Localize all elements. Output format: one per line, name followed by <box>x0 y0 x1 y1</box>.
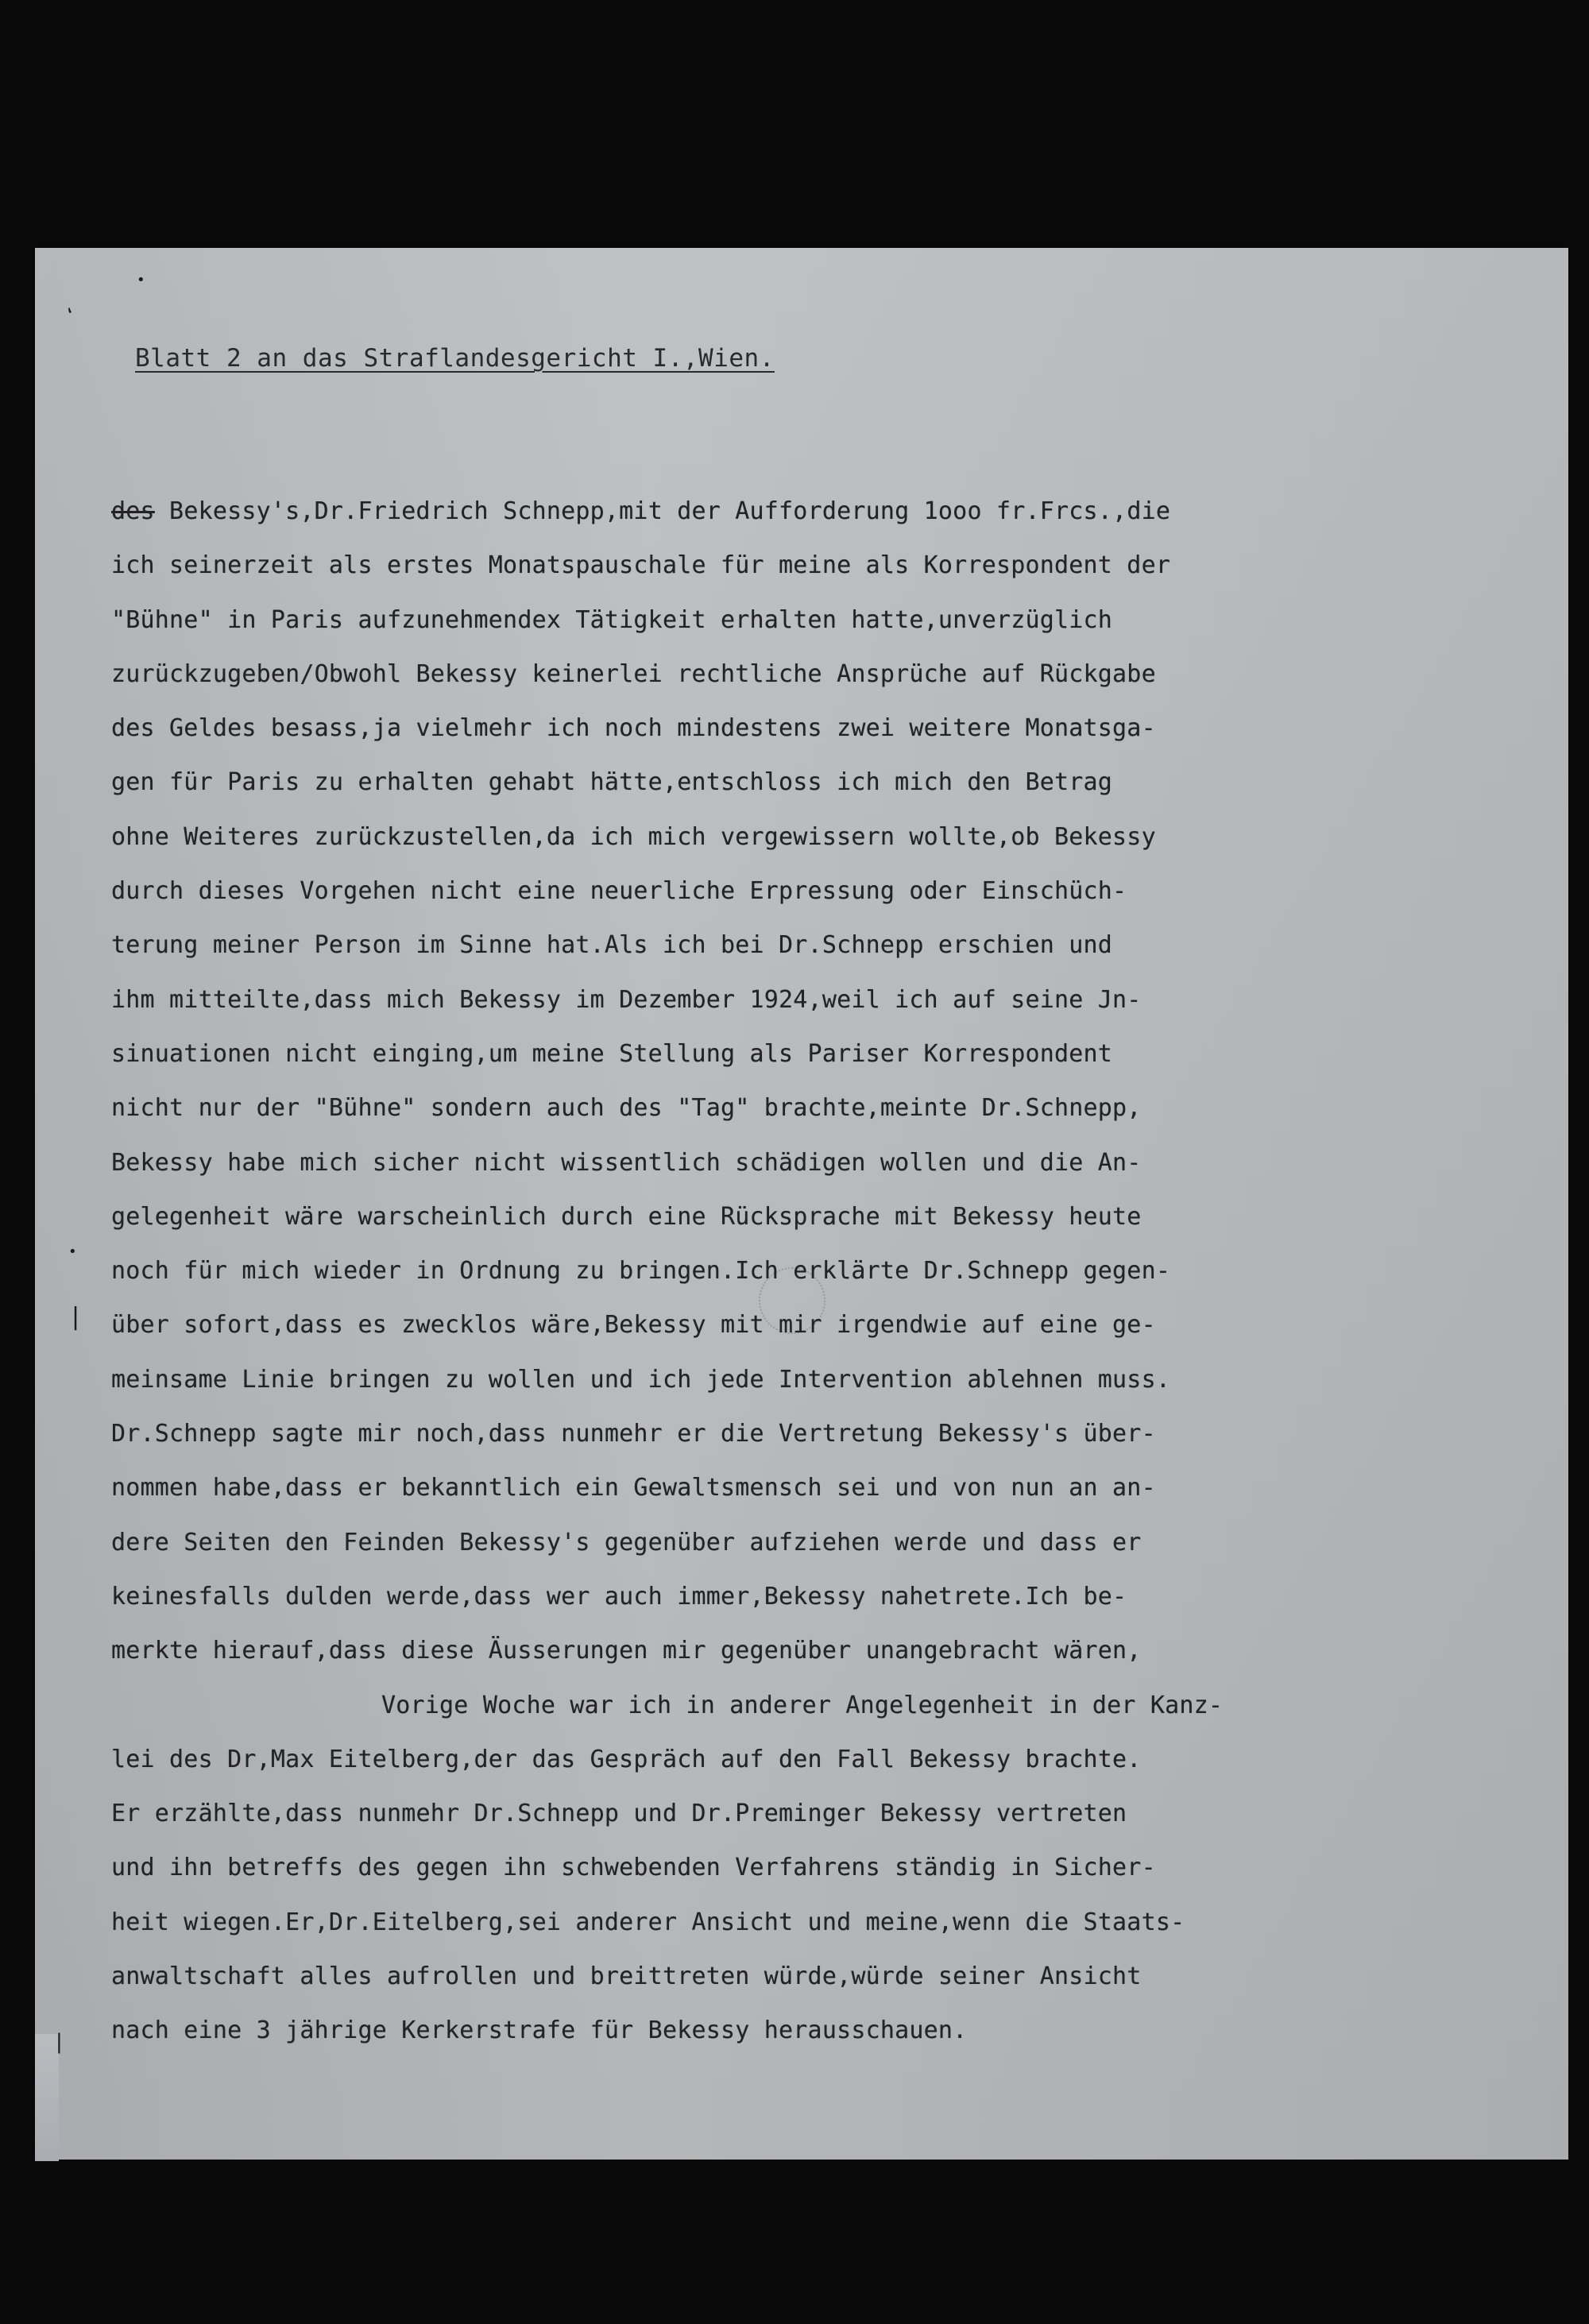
text-line: dere Seiten den Feinden Bekessy's gegenüber aufziehen werde und dass er <box>111 1528 1142 1556</box>
text-line: ich seinerzeit als erstes Monatspauschale für meine als Korrespondent der <box>111 551 1171 580</box>
text-line: sinuationen nicht einging,um meine Stellung als Pariser Korrespondent <box>111 1039 1113 1068</box>
text-line: und ihn betreffs des gegen ihn schwebenden Verfahrens ständig in Sicher- <box>111 1854 1156 1882</box>
text-line: nicht nur der "Bühne" sondern auch des "Tag" brachte,meinte Dr.Schnepp, <box>111 1094 1142 1123</box>
text-line-content: Bekessy's,Dr.Friedrich Schnepp,mit der Aufforderung 1ooo fr.Frcs.,die <box>154 497 1171 525</box>
text-line: gen für Paris zu erhalten gehabt hätte,entschloss ich mich den Betrag <box>111 768 1113 797</box>
text-line: keinesfalls dulden werde,dass wer auch immer,Bekessy nahetrete.Ich be- <box>111 1582 1127 1611</box>
text-line <box>111 485 1541 539</box>
margin-mark: • <box>137 272 145 288</box>
text-line: "Bühne" in Paris aufzunehmendex Tätigkeit erhalten hatte,unverzüglich <box>111 605 1113 634</box>
margin-mark: | <box>72 1303 80 1331</box>
text-line: ihm mitteilte,dass mich Bekessy im Dezember 1924,weil ich auf seine Jn- <box>111 985 1142 1014</box>
text-line: ohne Weiteres zurückzustellen,da ich mich vergewissern wollte,ob Bekessy <box>111 822 1156 851</box>
text-line: des Geldes besass,ja vielmehr ich noch mindestens zwei weitere Monatsga- <box>111 714 1156 743</box>
text-line: merkte hierauf,dass diese Äusserungen mir gegenüber unangebracht wären, <box>111 1637 1142 1665</box>
page-heading: Blatt 2 an das Straflandesgericht I.,Wien. <box>135 344 775 373</box>
text-line: terung meiner Person im Sinne hat.Als ich bei Dr.Schnepp erschien und <box>111 931 1113 960</box>
text-line: zurückzugeben/Obwohl Bekessy keinerlei rechtliche Ansprüche auf Rückgabe <box>111 659 1156 688</box>
margin-mark: • <box>68 1243 77 1260</box>
text-line: Bekessy habe mich sicher nicht wissentlich schädigen wollen und die An- <box>111 1148 1142 1177</box>
struck-word: des <box>111 497 155 525</box>
letter-body <box>111 485 1541 2059</box>
text-line: nommen habe,dass er bekanntlich ein Gewaltsmensch sei und von nun an an- <box>111 1474 1156 1502</box>
margin-mark: | <box>56 2030 63 2054</box>
text-line: lei des Dr,Max Eitelberg,der das Gespräch auf den Fall Bekessy brachte. <box>111 1745 1142 1773</box>
text-line: heit wiegen.Er,Dr.Eitelberg,sei anderer Ansicht und meine,wenn die Staats- <box>111 1908 1185 1936</box>
text-line: Vorige Woche war ich in anderer Angelegenheit in der Kanz- <box>381 1691 1224 1719</box>
text-line: gelegenheit wäre warscheinlich durch eine Rücksprache mit Bekessy heute <box>111 1202 1142 1231</box>
text-line: nach eine 3 jährige Kerkerstrafe für Bekessy herausschauen. <box>111 2017 968 2045</box>
text-line: Dr.Schnepp sagte mir noch,dass nunmehr er die Vertretung Bekessy's über- <box>111 1420 1156 1448</box>
text-line: meinsame Linie bringen zu wollen und ich jede Intervention ablehnen muss. <box>111 1365 1171 1394</box>
margin-mark: ‘ <box>64 304 83 327</box>
text-line: noch für mich wieder in Ordnung zu bringen.Ich erklärte Dr.Schnepp gegen- <box>111 1257 1171 1286</box>
text-line: durch dieses Vorgehen nicht eine neuerliche Erpressung oder Einschüch- <box>111 877 1127 906</box>
text-line: anwaltschaft alles aufrollen und breittreten würde,würde seiner Ansicht <box>111 1962 1142 1991</box>
text-line: über sofort,dass es zwecklos wäre,Bekessy mit mir irgendwie auf eine ge- <box>111 1311 1156 1340</box>
text-line: Er erzählte,dass nunmehr Dr.Schnepp und Dr.Preminger Bekessy vertreten <box>111 1800 1127 1828</box>
